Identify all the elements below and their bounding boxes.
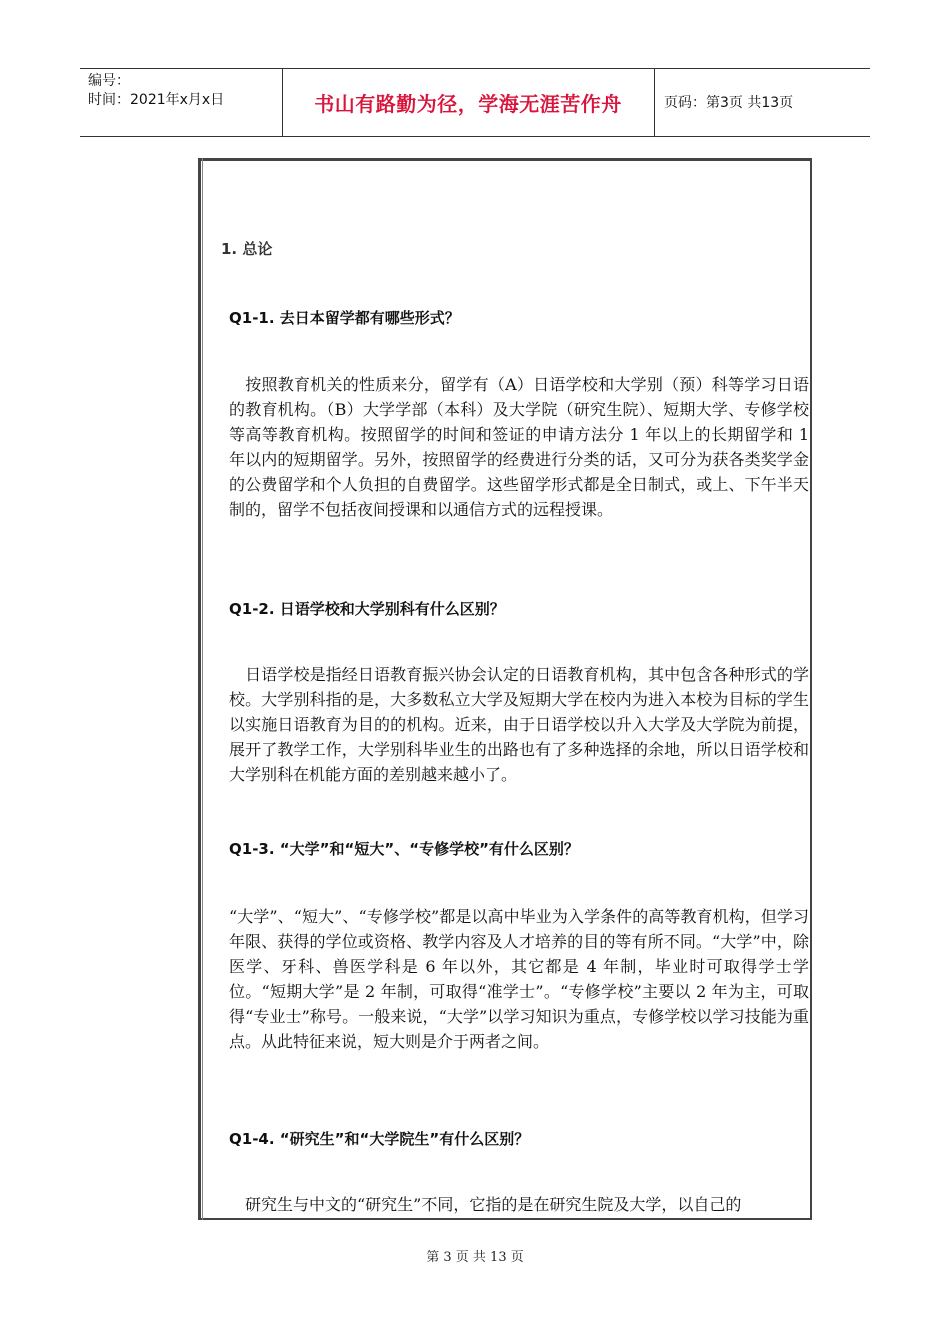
question-heading: Q1-3. “大学”和“短大”、“专修学校”有什么区别？	[229, 840, 579, 858]
answer-paragraph: 研究生与中文的“研究生”不同，它指的是在研究生院及大学，以自己的	[229, 1195, 742, 1214]
page-footer: 第 3 页 共 13 页	[426, 1250, 524, 1265]
question-heading: Q1-2. 日语学校和大学别科有什么区别？	[229, 600, 505, 618]
header-motto: 书山有路勤为径，学海无涯苦作舟	[314, 91, 622, 116]
question-heading: Q1-1. 去日本留学都有哪些形式？	[229, 309, 460, 327]
header-divider	[654, 68, 655, 136]
header-meta	[88, 72, 224, 110]
content-frame-inner-rule	[202, 158, 203, 1220]
section-title: 1. 总论	[221, 240, 273, 258]
question-heading: Q1-4. “研究生”和“大学院生”有什么区别？	[229, 1130, 530, 1148]
answer-paragraph: 按照教育机关的性质来分，留学有（A）日语学校和大学别（预）科等学习日语的教育机构。（B）大学学部（本科）及大学院（研究生院）、短期大学、专修学校等高等教育机构。按照留学的时间和签证的申请方法分 1 年以上的长期留学和 1 年以内的短期留学。另外，按照留学的经费进行分类的话，又可分为获各类奖学金的公费留学和个人负担的自费留学。这些留学形式都是全日制式，或上、下午半天制的，留学不包括夜间授课和以通信方式的远程授课。	[229, 375, 809, 519]
document-number: 编号：	[88, 73, 130, 89]
answer-paragraph: “大学”、“短大”、“专修学校”都是以高中毕业为入学条件的高等教育机构，但学习年限、获得的学位或资格、教学内容及人才培养的目的等有所不同。“大学”中，除医学、牙科、兽医学科是 6 年以外，其它都是 4 年制，毕业时可取得学士学位。“短期大学”是 2 年制，可取得“准学士”。“专修学校”主要以 2 年为主，可取得“专业士”称号。一般来说，“大学”以学习知识为重点，专修学校以学习技能为重点。从此特征来说，短大则是介于两者之间。	[229, 907, 809, 1051]
document-date: 时间：2021年x月x日	[88, 92, 225, 108]
header-page-number: 页码：第3页 共13页	[664, 95, 794, 111]
answer-paragraph: 日语学校是指经日语教育振兴协会认定的日语教育机构，其中包含各种形式的学校。大学别科指的是，大多数私立大学及短期大学在校内为进入本校为目标的学生以实施日语教育为目的的机构。近来，由于日语学校以升入大学及大学院为前提，展开了教学工作，大学别科毕业生的出路也有了多种选择的余地，所以日语学校和大学别科在机能方面的差别越来越小了。	[229, 665, 809, 784]
header-bottom-rule	[80, 136, 870, 137]
